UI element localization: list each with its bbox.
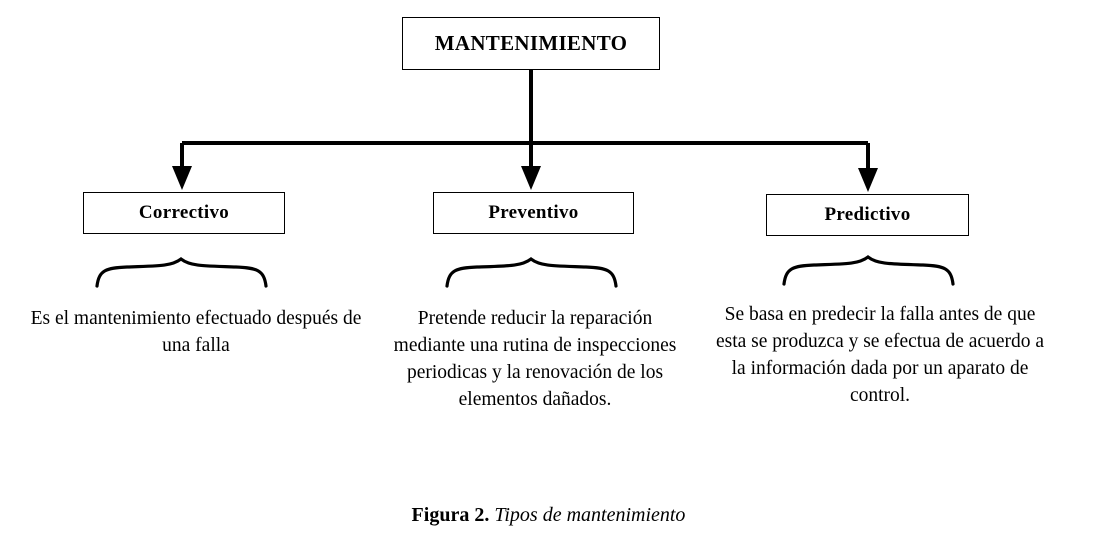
description-predictivo: Se basa en predecir la falla antes de que esta se produzca y se efectua de acuerdo a la información dada por un aparato de control. (715, 304, 1045, 406)
description-preventivo: Pretende reducir la reparación mediante una rutina de inspecciones periodicas y la renovación de los elementos dañados. (393, 308, 677, 410)
node-correctivo-label: Correctivo (138, 202, 230, 223)
brace-corrective (97, 259, 266, 286)
description-correctivo: Es el mantenimiento efectuado después de una falla (30, 308, 362, 356)
figure-caption-separator: . (484, 504, 495, 526)
figure-caption-label: Figura 2 (411, 504, 485, 526)
brace-predictive (784, 257, 953, 284)
node-predictivo (766, 194, 969, 236)
arrowhead-predictive (858, 168, 878, 192)
node-preventivo-label: Preventivo (488, 202, 579, 223)
node-correctivo (83, 192, 285, 234)
node-mantenimiento-label: MANTENIMIENTO (434, 31, 628, 55)
node-mantenimiento (402, 17, 660, 70)
brace-preventive (447, 259, 616, 286)
node-preventivo (433, 192, 634, 234)
arrowhead-preventive (521, 166, 541, 190)
node-predictivo-label: Predictivo (824, 204, 911, 225)
figure-caption (0, 504, 1097, 527)
figure-caption-text: Tipos de mantenimiento (494, 504, 686, 526)
arrowhead-corrective (172, 166, 192, 190)
